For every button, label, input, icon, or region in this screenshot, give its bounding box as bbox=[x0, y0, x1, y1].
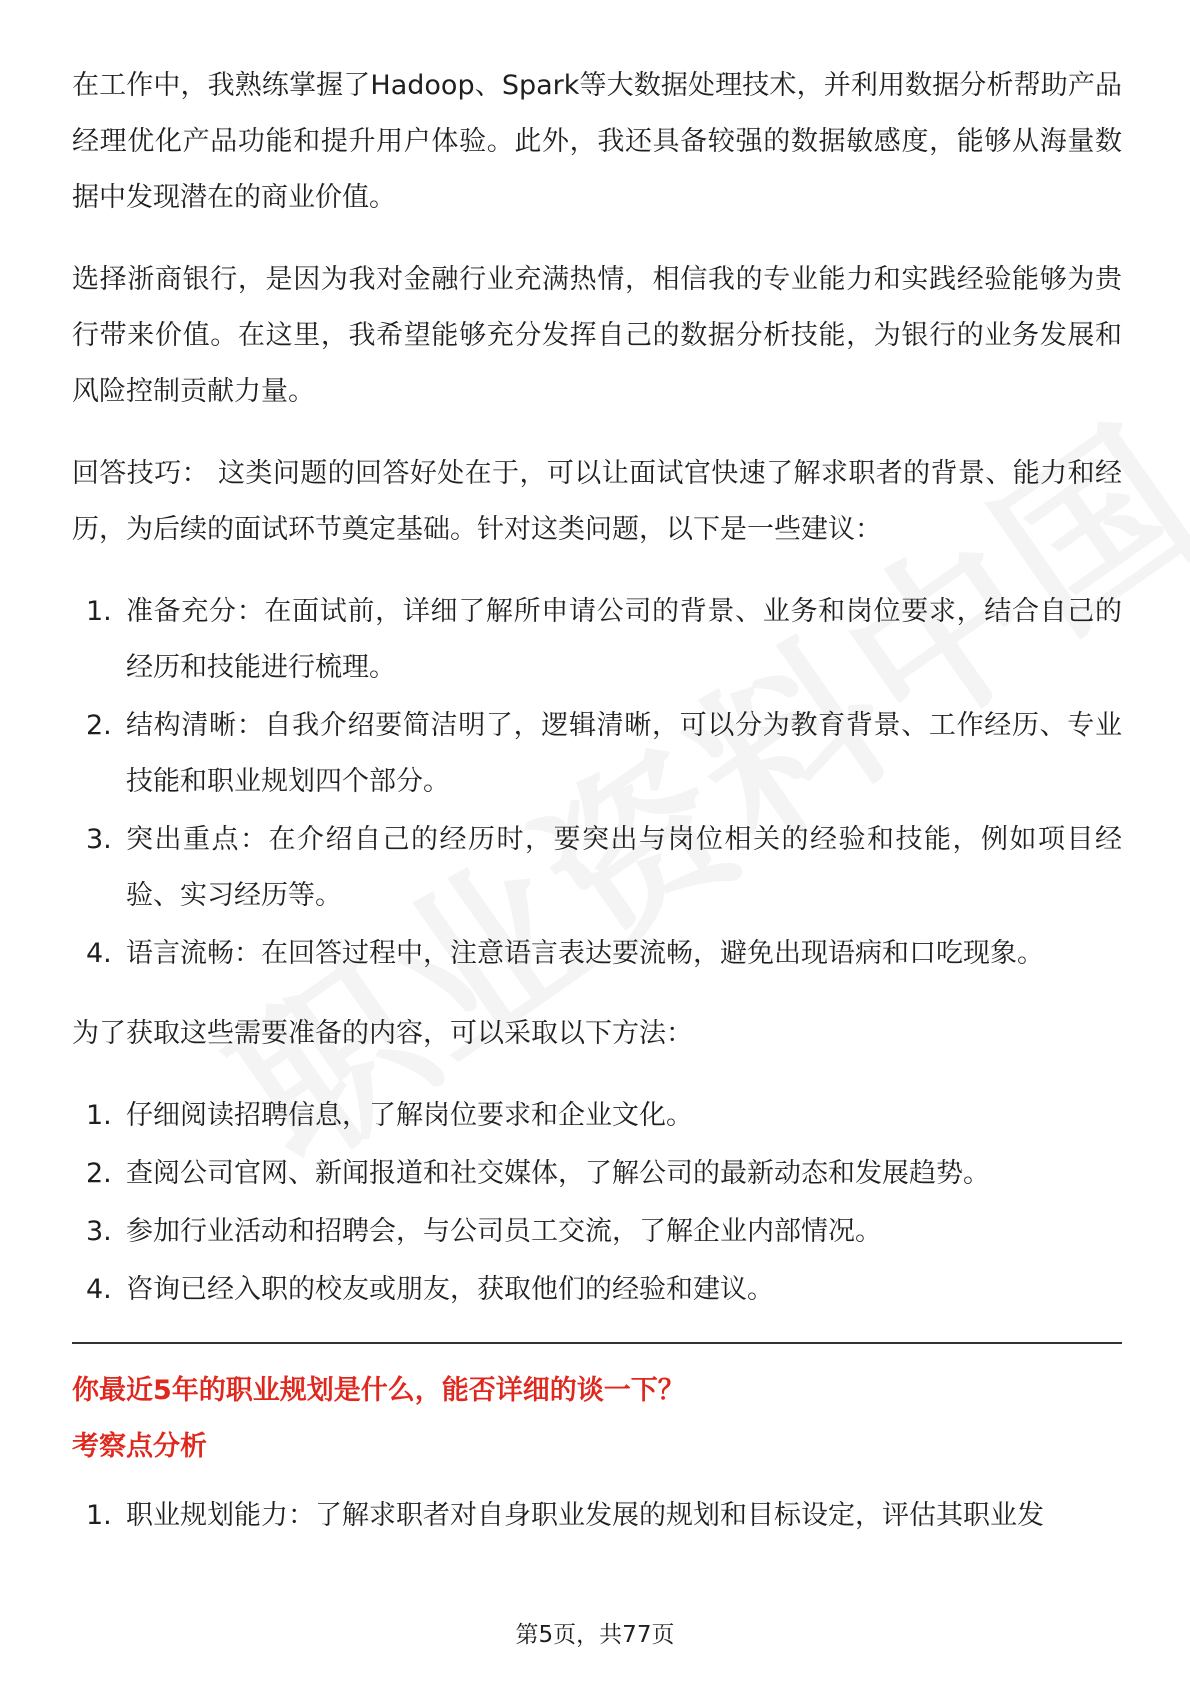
list-number: 3. bbox=[86, 1216, 112, 1247]
analysis-list bbox=[72, 1488, 1122, 1544]
list-item bbox=[72, 1488, 1122, 1544]
section-divider bbox=[72, 1342, 1122, 1344]
list-text: 参加行业活动和招聘会，与公司员工交流，了解企业内部情况。 bbox=[126, 1216, 882, 1247]
list-number: 1. bbox=[86, 596, 112, 627]
list-item bbox=[72, 1146, 1122, 1202]
list-number: 3. bbox=[86, 824, 112, 855]
list-number: 4. bbox=[86, 1274, 112, 1305]
paragraph-answer-tips: 回答技巧： 这类问题的回答好处在于，可以让面试官快速了解求职者的背景、能力和经历，为后续的面试环节奠定基础。针对这类问题，以下是一些建议： bbox=[72, 458, 1122, 545]
page-footer: 第5页，共77页 bbox=[515, 1622, 675, 1648]
list-item bbox=[72, 584, 1122, 696]
list-item bbox=[72, 1204, 1122, 1260]
question-heading: 你最近5年的职业规划是什么，能否详细的谈一下？ bbox=[72, 1375, 685, 1406]
list-text: 突出重点：在介绍自己的经历时，要突出与岗位相关的经验和技能，例如项目经验、实习经历等。 bbox=[126, 824, 1122, 911]
list-item bbox=[72, 926, 1122, 982]
list-number: 4. bbox=[86, 938, 112, 969]
tips-list bbox=[72, 584, 1122, 982]
list-item bbox=[72, 1088, 1122, 1144]
list-item bbox=[72, 698, 1122, 810]
paragraph-methods-intro: 为了获取这些需要准备的内容，可以采取以下方法： bbox=[72, 1018, 693, 1049]
list-text: 仔细阅读招聘信息，了解岗位要求和企业文化。 bbox=[126, 1100, 693, 1131]
list-text: 准备充分：在面试前，详细了解所申请公司的背景、业务和岗位要求，结合自己的经历和技能进行梳理。 bbox=[126, 596, 1122, 683]
list-item bbox=[72, 1262, 1122, 1318]
paragraph-work-skills: 在工作中，我熟练掌握了Hadoop、Spark等大数据处理技术，并利用数据分析帮助产品经理优化产品功能和提升用户体验。此外，我还具备较强的数据敏感度，能够从海量数据中发现潜在的商业价值。 bbox=[72, 70, 1122, 213]
methods-list bbox=[72, 1088, 1122, 1318]
list-text: 咨询已经入职的校友或朋友，获取他们的经验和建议。 bbox=[126, 1274, 774, 1305]
list-item bbox=[72, 812, 1122, 924]
list-number: 1. bbox=[86, 1100, 112, 1131]
list-text: 语言流畅：在回答过程中，注意语言表达要流畅，避免出现语病和口吃现象。 bbox=[126, 938, 1044, 969]
list-number: 1. bbox=[86, 1500, 112, 1531]
list-text: 查阅公司官网、新闻报道和社交媒体，了解公司的最新动态和发展趋势。 bbox=[126, 1158, 990, 1189]
page-content bbox=[72, 58, 1122, 1568]
list-text: 结构清晰：自我介绍要简洁明了，逻辑清晰，可以分为教育背景、工作经历、专业技能和职业规划四个部分。 bbox=[126, 710, 1122, 797]
list-number: 2. bbox=[86, 710, 112, 741]
analysis-heading: 考察点分析 bbox=[72, 1431, 207, 1462]
list-text: 职业规划能力：了解求职者对自身职业发展的规划和目标设定，评估其职业发 bbox=[126, 1500, 1044, 1531]
list-number: 2. bbox=[86, 1158, 112, 1189]
paragraph-why-bank: 选择浙商银行，是因为我对金融行业充满热情，相信我的专业能力和实践经验能够为贵行带来价值。在这里，我希望能够充分发挥自己的数据分析技能，为银行的业务发展和风险控制贡献力量。 bbox=[72, 264, 1122, 407]
